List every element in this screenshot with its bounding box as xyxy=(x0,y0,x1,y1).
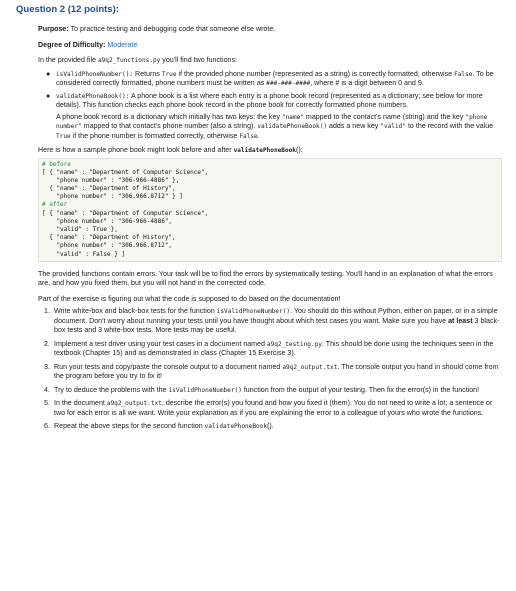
code-false: False xyxy=(239,132,258,140)
intro-line xyxy=(38,56,502,66)
text: , where # is a digit between 0 and 9. xyxy=(310,79,424,87)
code-format: ###-###-#### xyxy=(266,80,311,87)
code-file: a9q2_output.txt xyxy=(282,363,338,371)
task-number: 3. xyxy=(44,362,50,371)
task-number: 1. xyxy=(44,307,50,316)
text: to the record with the value xyxy=(405,122,494,130)
record-description xyxy=(56,113,502,142)
text: Run your tests and copy/paste the console output to a document named xyxy=(54,362,283,371)
text: A phone book is a list where each entry is a phone book record (represented as a dictionary; see below for more details). This function checks each phone book record in the phone book for correctly formatted phone numbers. xyxy=(56,91,483,109)
code-fn: validatePhoneBook xyxy=(233,147,296,154)
text: (). xyxy=(267,422,274,431)
text: . The console output you hand in should come from the program before you try to fix it! xyxy=(54,362,499,381)
purpose-line xyxy=(38,25,502,35)
code-line: "phone number" : "306-966-4886", xyxy=(42,217,173,225)
text: . To be considered correctly formatted, phone numbers must be written as xyxy=(56,69,494,87)
text: Write white-box and black-box tests for the function xyxy=(54,307,217,316)
text: mapped to that contact's phone number (also a string). xyxy=(81,122,258,130)
text: A phone book record is a dictionary which initially has two keys: the key xyxy=(56,112,282,121)
task-item xyxy=(44,307,502,336)
text: Returns xyxy=(133,69,162,78)
code-line: "phone number" : "306-966-4886" }, xyxy=(42,176,180,184)
code-key-name: "name" xyxy=(281,113,304,121)
text: Here is how a sample phone book might look before and after xyxy=(38,146,234,154)
code-true: True xyxy=(161,70,177,78)
fn-name: validatePhoneBook(): xyxy=(56,92,130,100)
difficulty-line xyxy=(38,41,502,51)
code-fn: isValidPhoneNumber() xyxy=(168,386,242,394)
code-file: a9q2_testing.py xyxy=(266,340,322,348)
text: . xyxy=(257,131,260,140)
text: function from the output of your testing. Then fix the error(s) in the function! xyxy=(241,385,480,394)
errors-paragraph: The provided functions contain errors. Your task will be to find the errors by systematically testing. You'll hand in an explanation of what the errors are, and how you fixed them, but you will not hand in the corrected code. xyxy=(38,269,493,288)
purpose-text: To practice testing and debugging code that someone else wrote. xyxy=(68,25,276,33)
code-false: False xyxy=(454,70,473,78)
code-fn: validatePhoneBook() xyxy=(257,123,328,130)
purpose-label: Purpose: xyxy=(38,25,69,33)
code-line: "phone number" : "306.966.8712", xyxy=(42,242,173,250)
code-fn: validatePhoneBook xyxy=(204,423,268,431)
code-file: a9q2_output.txt xyxy=(106,400,162,408)
difficulty-label: Degree of Difficulty: xyxy=(38,40,106,49)
code-line: # after xyxy=(42,201,68,209)
functions-file: a9q2_functions.py xyxy=(97,57,161,64)
text: if the phone number is formatted correctly, otherwise xyxy=(70,131,240,140)
question-title: Question 2 (12 points): xyxy=(16,4,119,15)
bullet-icon: ● xyxy=(46,91,51,100)
code-line: [ { "name" : "Department of Computer Science", xyxy=(42,209,209,217)
code-fn: isValidPhoneNumber() xyxy=(216,308,291,316)
code-line: { "name" : "Department of History", xyxy=(42,234,176,242)
intro-text: In the provided file xyxy=(38,56,98,64)
code-line: { "name" : "Department of History", xyxy=(42,185,176,193)
function-list xyxy=(38,70,502,142)
text: Repeat the above steps for the second function xyxy=(54,422,205,431)
code-sample xyxy=(38,158,502,262)
task-number: 4. xyxy=(44,385,50,394)
part-paragraph: Part of the exercise is figuring out what the code is supposed to do based on the documentation! xyxy=(38,294,341,303)
fn-name: isValidPhoneNumber(): xyxy=(56,70,134,78)
text: , describe the error(s) you found and how you fixed it (them). You do not need to write a lot; a sentence or two for each error is all we want. Write your explanation as if you are explaining the error to a colleague of yours who wrote the functions. xyxy=(54,399,493,417)
sample-intro xyxy=(38,146,502,156)
task-number: 2. xyxy=(44,339,50,348)
text: Try to deduce the problems with the xyxy=(54,385,169,394)
text: if the provided phone number (represented as a string) is correctly formatted, otherwise xyxy=(176,69,455,78)
task-item xyxy=(44,385,502,396)
code-line: "valid" : True }, xyxy=(42,226,118,233)
code-line: "phone number" : "306.966.8712" } ] xyxy=(42,193,183,201)
text: (): xyxy=(295,146,303,154)
code-key-valid: "valid" xyxy=(380,123,406,130)
text: . This should be done using the techniques seen in the textbook (Chapter 15) and as demonstrated in class (Chapter 15 Exercise 3). xyxy=(54,339,494,358)
text: 3 black-box tests and 3 white-box tests. More tests may be useful. xyxy=(54,316,500,335)
task-number: 5. xyxy=(44,399,50,408)
difficulty-value: Moderate xyxy=(105,40,138,49)
text: Implement a test driver using your test cases in a document named xyxy=(54,339,267,348)
intro-text-end: you'll find two functions: xyxy=(160,56,237,64)
text: . You should do this without Python, either on paper, or in a simple document. Don't worry about running your tests until you have thought about which test cases you want. Make sure you have xyxy=(54,307,498,325)
text: In the document xyxy=(54,399,107,408)
code-line: [ { "name" : "Department of Computer Science", xyxy=(42,168,209,176)
task-number: 6. xyxy=(44,422,50,431)
task-list xyxy=(38,307,502,432)
list-item-validate-phone-book xyxy=(46,91,502,142)
task-item xyxy=(44,399,502,418)
bullet-icon: ● xyxy=(46,69,51,78)
code-line: "valid" : False } ] xyxy=(42,250,126,258)
code-true: True xyxy=(56,132,71,140)
list-item-is-valid-phone-number xyxy=(46,69,502,89)
task-item xyxy=(44,362,502,382)
bold-text: at least xyxy=(448,316,473,325)
text: adds a new key xyxy=(327,122,381,130)
task-item xyxy=(44,422,502,432)
code-key-phone: "phone number" xyxy=(56,113,488,130)
task-item xyxy=(44,339,502,359)
text: mapped to the contact's name (string) and the key xyxy=(303,112,466,121)
code-line: # before xyxy=(42,160,71,168)
